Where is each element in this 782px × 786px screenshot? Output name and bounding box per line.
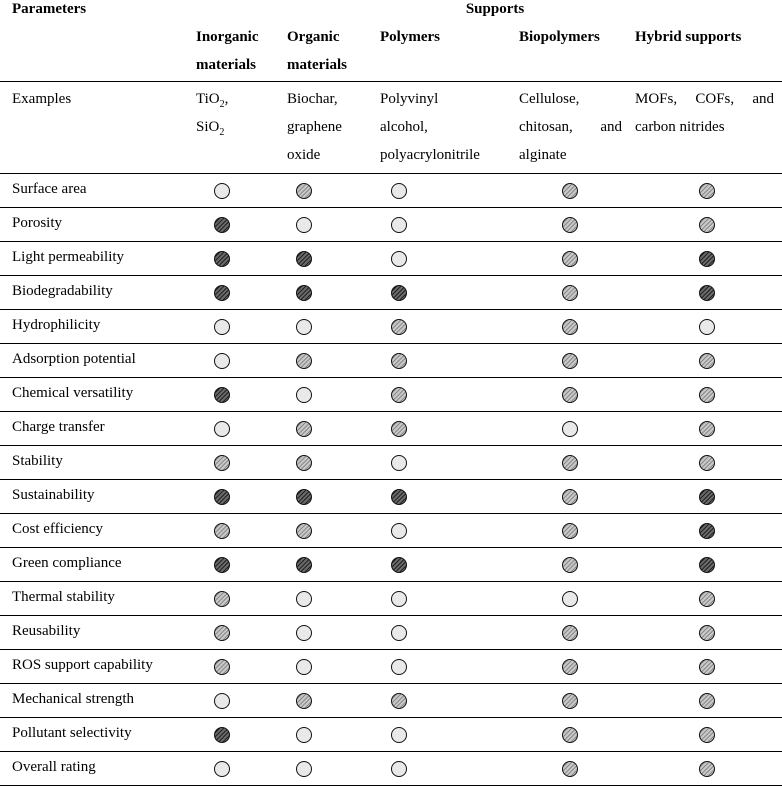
parameter-name: Charge transfer <box>0 412 196 446</box>
parameter-name: Reusability <box>0 616 196 650</box>
col-header-polymers <box>376 18 515 82</box>
rating-cell-inorganic <box>196 548 283 582</box>
parameter-name: Chemical versatility <box>0 378 196 412</box>
rating-dot-light <box>391 523 407 539</box>
rating-cell-hybrid <box>632 174 782 208</box>
rating-cell-polymers <box>376 446 515 480</box>
example-biopolymers-line3: alginate <box>519 147 567 163</box>
rating-cell-organic <box>283 480 376 514</box>
rating-cell-biopolymers <box>515 582 632 616</box>
rating-cell-biopolymers <box>515 616 632 650</box>
rating-cell-hybrid <box>632 582 782 616</box>
table-row <box>0 310 782 344</box>
header-row-columns <box>0 18 782 82</box>
table-row <box>0 582 782 616</box>
table-row <box>0 684 782 718</box>
rating-dot-light <box>214 183 230 199</box>
rating-dot-light <box>296 727 312 743</box>
rating-cell-organic <box>283 242 376 276</box>
rating-dot-medium <box>562 557 578 573</box>
rating-dot-dark <box>391 557 407 573</box>
rating-dot-medium <box>699 659 715 675</box>
rating-dot-dark <box>214 217 230 233</box>
rating-cell-inorganic <box>196 208 283 242</box>
rating-dot-medium <box>296 523 312 539</box>
example-tio2-comma: , <box>224 91 229 107</box>
col-header-polymers-line1: Polymers <box>380 29 440 45</box>
col-header-hybrid-line1: Hybrid supports <box>635 29 742 45</box>
rating-dot-light <box>391 625 407 641</box>
rating-cell-biopolymers <box>515 174 632 208</box>
rating-cell-inorganic <box>196 752 283 786</box>
examples-polymers <box>376 82 515 174</box>
table-row <box>0 344 782 378</box>
rating-cell-inorganic <box>196 310 283 344</box>
rating-cell-polymers <box>376 752 515 786</box>
rating-cell-hybrid <box>632 616 782 650</box>
rating-cell-organic <box>283 208 376 242</box>
rating-dot-medium <box>214 625 230 641</box>
rating-dot-dark <box>214 387 230 403</box>
rating-cell-inorganic <box>196 412 283 446</box>
rating-cell-inorganic <box>196 650 283 684</box>
rating-dot-medium <box>562 489 578 505</box>
rating-cell-polymers <box>376 276 515 310</box>
rating-dot-light <box>562 591 578 607</box>
rating-dot-medium <box>699 727 715 743</box>
rating-cell-inorganic <box>196 718 283 752</box>
examples-biopolymers <box>515 82 632 174</box>
rating-cell-biopolymers <box>515 378 632 412</box>
col-header-biopolymers-line1: Biopolymers <box>519 29 600 45</box>
supports-heading: Supports <box>465 1 525 17</box>
rating-cell-organic <box>283 752 376 786</box>
rating-dot-dark <box>699 523 715 539</box>
rating-dot-medium <box>296 183 312 199</box>
rating-dot-light <box>214 353 230 369</box>
rating-dot-dark <box>391 285 407 301</box>
rating-dot-dark <box>214 489 230 505</box>
rating-dot-medium <box>391 353 407 369</box>
rating-cell-biopolymers <box>515 514 632 548</box>
rating-dot-medium <box>562 387 578 403</box>
rating-cell-polymers <box>376 616 515 650</box>
rating-cell-inorganic <box>196 242 283 276</box>
rating-cell-organic <box>283 412 376 446</box>
rating-dot-medium <box>391 319 407 335</box>
rating-cell-inorganic <box>196 514 283 548</box>
parameter-name: Cost efficiency <box>0 514 196 548</box>
table-row <box>0 276 782 310</box>
rating-cell-polymers <box>376 480 515 514</box>
rating-cell-organic <box>283 446 376 480</box>
example-organic-line3: oxide <box>287 147 321 163</box>
example-biopolymers-line1: Cellulose, <box>519 91 580 107</box>
rating-cell-organic <box>283 718 376 752</box>
rating-dot-dark <box>296 489 312 505</box>
rating-cell-biopolymers <box>515 650 632 684</box>
parameter-name: Hydrophilicity <box>0 310 196 344</box>
rating-cell-polymers <box>376 174 515 208</box>
rating-cell-organic <box>283 548 376 582</box>
rating-dot-medium <box>214 523 230 539</box>
example-tio2-sub: 2 <box>219 99 225 110</box>
parameter-name: Light permeability <box>0 242 196 276</box>
rating-dot-light <box>391 761 407 777</box>
rating-cell-polymers <box>376 582 515 616</box>
rating-dot-light <box>296 761 312 777</box>
example-sio2: SiO <box>196 119 220 135</box>
rating-dot-light <box>296 591 312 607</box>
rating-cell-organic <box>283 650 376 684</box>
example-polymers-line2: alcohol, <box>380 119 428 135</box>
rating-cell-inorganic <box>196 684 283 718</box>
rating-cell-biopolymers <box>515 718 632 752</box>
rating-dot-light <box>391 251 407 267</box>
rating-cell-organic <box>283 344 376 378</box>
rating-cell-polymers <box>376 650 515 684</box>
rating-cell-polymers <box>376 684 515 718</box>
table-row <box>0 242 782 276</box>
parameters-heading: Parameters <box>12 1 87 17</box>
rating-dot-medium <box>699 591 715 607</box>
table-row <box>0 446 782 480</box>
rating-cell-biopolymers <box>515 276 632 310</box>
rating-cell-biopolymers <box>515 548 632 582</box>
rating-dot-medium <box>296 693 312 709</box>
rating-dot-dark <box>214 285 230 301</box>
rating-dot-medium <box>562 285 578 301</box>
rating-dot-medium <box>391 387 407 403</box>
rating-dot-light <box>562 421 578 437</box>
rating-dot-medium <box>699 183 715 199</box>
rating-cell-hybrid <box>632 412 782 446</box>
parameter-name: Porosity <box>0 208 196 242</box>
col-header-organic-line1: Organic <box>287 29 340 45</box>
parameter-name: ROS support capability <box>0 650 196 684</box>
rating-dot-medium <box>214 591 230 607</box>
rating-dot-medium <box>699 387 715 403</box>
rating-cell-inorganic <box>196 174 283 208</box>
table-row <box>0 718 782 752</box>
example-tio2: TiO <box>196 91 220 107</box>
rating-cell-hybrid <box>632 208 782 242</box>
rating-dot-dark <box>699 251 715 267</box>
example-organic-line2: graphene <box>287 119 342 135</box>
rating-cell-hybrid <box>632 752 782 786</box>
rating-dot-light <box>214 693 230 709</box>
table-row <box>0 616 782 650</box>
parameter-name: Pollutant selectivity <box>0 718 196 752</box>
rating-cell-biopolymers <box>515 752 632 786</box>
parameter-name: Overall rating <box>0 752 196 786</box>
rating-cell-inorganic <box>196 480 283 514</box>
rating-dot-medium <box>296 421 312 437</box>
rating-cell-inorganic <box>196 616 283 650</box>
table-row <box>0 412 782 446</box>
rating-cell-organic <box>283 514 376 548</box>
table-row <box>0 480 782 514</box>
rating-cell-biopolymers <box>515 344 632 378</box>
example-hybrid-line2: carbon nitrides <box>635 119 725 135</box>
rating-dot-light <box>391 217 407 233</box>
rating-dot-medium <box>562 625 578 641</box>
examples-hybrid <box>632 82 782 174</box>
rating-cell-hybrid <box>632 650 782 684</box>
rating-dot-medium <box>562 455 578 471</box>
parameter-name: Biodegradability <box>0 276 196 310</box>
rating-cell-biopolymers <box>515 446 632 480</box>
rating-dot-light <box>296 319 312 335</box>
rating-cell-inorganic <box>196 276 283 310</box>
parameter-name: Stability <box>0 446 196 480</box>
example-organic-line1: Biochar, <box>287 91 338 107</box>
rating-cell-biopolymers <box>515 480 632 514</box>
parameter-name: Surface area <box>0 174 196 208</box>
rating-dot-medium <box>391 693 407 709</box>
rating-cell-biopolymers <box>515 412 632 446</box>
parameter-name: Mechanical strength <box>0 684 196 718</box>
example-biopolymers-line2: chitosan, and <box>519 119 622 135</box>
rating-dot-medium <box>562 659 578 675</box>
rating-dot-medium <box>562 319 578 335</box>
rating-cell-hybrid <box>632 514 782 548</box>
rating-cell-polymers <box>376 208 515 242</box>
header-row-top <box>0 0 782 18</box>
rating-cell-organic <box>283 276 376 310</box>
rating-cell-inorganic <box>196 344 283 378</box>
rating-cell-organic <box>283 582 376 616</box>
rating-dot-light <box>296 659 312 675</box>
rating-dot-dark <box>214 557 230 573</box>
rating-cell-organic <box>283 378 376 412</box>
rating-cell-polymers <box>376 378 515 412</box>
rating-cell-inorganic <box>196 378 283 412</box>
rating-dot-medium <box>562 727 578 743</box>
rating-dot-light <box>391 183 407 199</box>
col-header-biopolymers <box>515 18 632 82</box>
rating-dot-medium <box>562 251 578 267</box>
rating-cell-organic <box>283 174 376 208</box>
rating-cell-hybrid <box>632 718 782 752</box>
rating-cell-biopolymers <box>515 684 632 718</box>
rating-cell-biopolymers <box>515 208 632 242</box>
table-row <box>0 752 782 786</box>
rating-dot-medium <box>699 761 715 777</box>
rating-dot-medium <box>562 523 578 539</box>
col-header-inorganic <box>196 18 283 82</box>
rating-dot-medium <box>699 625 715 641</box>
rating-dot-light <box>391 659 407 675</box>
rating-dot-light <box>699 319 715 335</box>
parameter-name: Thermal stability <box>0 582 196 616</box>
rating-dot-dark <box>296 251 312 267</box>
rating-cell-organic <box>283 684 376 718</box>
table-row <box>0 514 782 548</box>
rating-cell-inorganic <box>196 582 283 616</box>
rating-cell-biopolymers <box>515 242 632 276</box>
rating-dot-dark <box>214 251 230 267</box>
rating-dot-medium <box>214 455 230 471</box>
col-header-organic-line2: materials <box>287 57 347 73</box>
parameter-name: Adsorption potential <box>0 344 196 378</box>
example-sio2-sub: 2 <box>219 127 225 138</box>
header-spacer <box>0 18 196 82</box>
rating-cell-organic <box>283 310 376 344</box>
rating-cell-hybrid <box>632 276 782 310</box>
parameter-name: Green compliance <box>0 548 196 582</box>
rating-dot-medium <box>699 421 715 437</box>
example-polymers-line1: Polyvinyl <box>380 91 439 107</box>
rating-dot-light <box>214 761 230 777</box>
rating-dot-light <box>391 455 407 471</box>
rating-dot-medium <box>214 659 230 675</box>
table-row <box>0 174 782 208</box>
col-header-inorganic-line1: Inorganic <box>196 29 259 45</box>
rating-dot-medium <box>699 217 715 233</box>
rating-dot-medium <box>699 455 715 471</box>
rating-dot-light <box>296 625 312 641</box>
rating-dot-medium <box>562 693 578 709</box>
rating-cell-hybrid <box>632 310 782 344</box>
rating-cell-polymers <box>376 514 515 548</box>
rating-dot-medium <box>562 353 578 369</box>
rating-dot-dark <box>214 727 230 743</box>
rating-dot-light <box>214 319 230 335</box>
examples-inorganic <box>196 82 283 174</box>
table-row <box>0 378 782 412</box>
rating-dot-light <box>391 727 407 743</box>
col-header-hybrid <box>632 18 782 82</box>
parameter-name: Sustainability <box>0 480 196 514</box>
rating-dot-dark <box>296 557 312 573</box>
rating-cell-polymers <box>376 344 515 378</box>
rating-cell-organic <box>283 616 376 650</box>
rating-dot-medium <box>296 455 312 471</box>
rating-cell-biopolymers <box>515 310 632 344</box>
rating-cell-hybrid <box>632 446 782 480</box>
rating-cell-hybrid <box>632 344 782 378</box>
rating-dot-dark <box>391 489 407 505</box>
rating-dot-light <box>391 591 407 607</box>
rating-dot-light <box>214 421 230 437</box>
rating-cell-hybrid <box>632 684 782 718</box>
col-header-inorganic-line2: materials <box>196 57 256 73</box>
rating-dot-medium <box>562 761 578 777</box>
examples-label: Examples <box>0 82 196 174</box>
rating-dot-light <box>296 387 312 403</box>
rating-dot-dark <box>699 557 715 573</box>
rating-dot-dark <box>699 285 715 301</box>
rating-dot-medium <box>562 217 578 233</box>
rating-cell-polymers <box>376 718 515 752</box>
table-row <box>0 208 782 242</box>
rating-cell-hybrid <box>632 548 782 582</box>
rating-dot-medium <box>699 353 715 369</box>
table-row <box>0 650 782 684</box>
table-row <box>0 548 782 582</box>
rating-cell-inorganic <box>196 446 283 480</box>
examples-organic <box>283 82 376 174</box>
rating-dot-medium <box>562 183 578 199</box>
rating-dot-light <box>296 217 312 233</box>
rating-cell-polymers <box>376 412 515 446</box>
rating-dot-medium <box>391 421 407 437</box>
rating-cell-polymers <box>376 310 515 344</box>
rating-cell-hybrid <box>632 480 782 514</box>
rating-dot-medium <box>699 693 715 709</box>
examples-row <box>0 82 782 174</box>
rating-cell-polymers <box>376 548 515 582</box>
rating-cell-hybrid <box>632 378 782 412</box>
rating-dot-medium <box>296 353 312 369</box>
example-polymers-line3: polyacrylonitrile <box>380 147 480 163</box>
rating-cell-hybrid <box>632 242 782 276</box>
col-header-organic <box>283 18 376 82</box>
rating-cell-polymers <box>376 242 515 276</box>
rating-dot-dark <box>296 285 312 301</box>
rating-dot-dark <box>699 489 715 505</box>
example-hybrid-line1: MOFs, COFs, and <box>635 91 775 107</box>
